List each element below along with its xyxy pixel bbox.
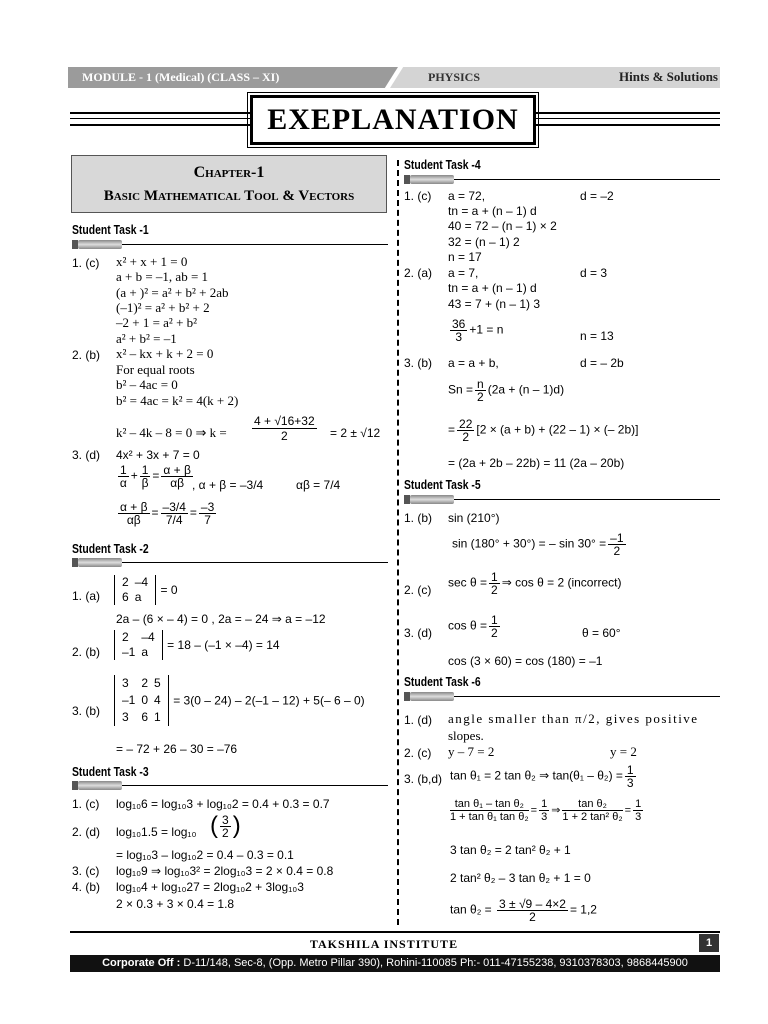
- module-label: MODULE - 1 (Medical) (CLASS – XI): [82, 70, 280, 84]
- equation: = $\frac{22}{2}$ [2 × (a + b) + (22 – 1) × (– 2b)]: [448, 417, 639, 444]
- equation: tan θ₂ = $\frac{3 \pm √9 - 4\times 2}{2}$ = 1,2: [450, 897, 597, 924]
- determinant: 3 2 5 –1 0 4 3 6 1 = 3(0 – 24) – 2(–1 – 12) + 5(– 6 – 0): [114, 675, 365, 726]
- denominator: 2: [280, 429, 288, 443]
- task-heading-2: Student Task -2: [72, 541, 149, 556]
- solution-line: tn = a + (n – 1) d: [448, 281, 537, 295]
- pencil-icon: [410, 692, 454, 701]
- page-title-text: EXEPLANATION: [267, 103, 519, 136]
- solution-line: a² + b² = –1: [116, 331, 177, 346]
- answer-label: 3. (d): [404, 626, 433, 640]
- numerator: 4 + √16+32: [254, 414, 315, 428]
- equation: $\frac{36}{3}$ +1 = n: [452, 317, 504, 344]
- answer-label: 3. (b,d): [404, 772, 443, 786]
- fraction: ( $\frac{3}{2}$ ): [210, 812, 241, 840]
- task-rule: [454, 696, 720, 697]
- solution-line: tn = a + (n – 1) d: [448, 204, 537, 218]
- solution-line: 2 tan² θ₂ – 3 tan θ₂ + 1 = 0: [450, 871, 591, 885]
- task-rule: [122, 785, 388, 786]
- determinant: 2 –4 6 a = 0: [114, 575, 178, 605]
- determinant: 2 –4 –1 a = 18 – (–1 × –4) = 14: [114, 630, 280, 660]
- answer-label: 1. (c): [404, 189, 432, 203]
- solution-line: θ = 60°: [582, 626, 621, 640]
- task-heading-1: Student Task -1: [72, 222, 149, 237]
- solution-line: a + b = –1, ab = 1: [116, 269, 209, 284]
- solution-line: b² = 4ac = k² = 4(k + 2): [116, 393, 239, 408]
- solution-line: = 0: [160, 583, 178, 598]
- task-heading-3: Student Task -3: [72, 764, 149, 779]
- title-rule-left-2: [70, 118, 250, 119]
- pencil-icon: [78, 558, 122, 567]
- equation: $\frac{\alpha + \beta}{\alpha\beta}$ = $\frac{-3/4}{7/4}$ = $\frac{-3}{7}$: [120, 500, 215, 527]
- solution-line: tan θ₁ = 2 tan θ₂ ⇒ tan(θ₁ – θ₂) =: [450, 768, 623, 783]
- title-rule-left-3: [70, 124, 250, 126]
- task-heading-5: Student Task -5: [404, 477, 481, 492]
- answer-label: 2. (a): [404, 266, 433, 280]
- task-heading-6: Student Task -6: [404, 674, 481, 689]
- solution-line: (–1)² = a² + b² + 2: [116, 300, 210, 315]
- solution-line: 3 tan θ₂ = 2 tan² θ₂ + 1: [450, 843, 571, 857]
- solution-line: sin (180° + 30°) = – sin 30° =: [452, 536, 607, 551]
- chapter-number: Chapter-1: [193, 164, 265, 181]
- title-rule-left: [70, 112, 250, 114]
- equation: $\frac{1}{\alpha}$ + $\frac{1}{\beta}$ = $\frac{\alpha + \beta}{\alpha\beta}$: [119, 463, 191, 490]
- page-title: [250, 95, 536, 145]
- subject-label: PHYSICS: [428, 70, 481, 84]
- solution-line: = (2a + 2b – 22b) = 11 (2a – 20b): [448, 456, 625, 470]
- corporate-label: Corporate Off :: [102, 957, 181, 969]
- answer-label: 2. (b): [72, 645, 101, 659]
- equals: =: [151, 505, 159, 520]
- solution-line: a = 72,: [448, 189, 486, 203]
- answer-label: 2. (c): [404, 746, 432, 760]
- solution-line: sin (210°): [448, 511, 500, 525]
- answer-label: 4. (b): [72, 880, 101, 894]
- solution-line: 43 = 7 + (n – 1) 3: [448, 297, 541, 311]
- solution-line: (a + )² = a² + b² + 2ab: [116, 285, 229, 300]
- answer-label: 1. (a): [72, 589, 101, 603]
- solution-line: log₁₀4 + log₁₀27 = 2log₁₀2 + 3log₁₀3: [116, 880, 304, 894]
- solution-line: a = a + b,: [448, 356, 499, 370]
- corporate-bar: [70, 955, 720, 972]
- task-rule: [122, 244, 388, 245]
- solution-line: n = 17: [448, 250, 482, 264]
- equation: cos θ = $\frac{1}{2}$: [448, 613, 498, 640]
- numerator: –3: [200, 500, 215, 514]
- equation: $\frac{\text{tan θ₁ – tan θ₂}}{\text{1 + tan θ₁ tan θ₂}}$ = $\frac{1}{3}$ ⇒ $\frac{\text{tan θ₂}}{\text{1 + 2 tan² θ₂}}$ = $\frac{1}{3}$: [450, 798, 642, 823]
- answer-label: 2. (c): [404, 583, 432, 597]
- solution-line: a = 7,: [448, 266, 479, 280]
- column-divider: [397, 160, 399, 925]
- solution-line: , α + β = –3/4: [192, 478, 264, 492]
- answer-label: 1. (c): [72, 797, 100, 811]
- solution-line: b² – 4ac = 0: [116, 377, 178, 392]
- solution-line: For equal roots: [116, 362, 195, 377]
- solution-line: 4x² + 3x + 7 = 0: [116, 448, 200, 462]
- numerator: 3 ± √9 – 4×2: [499, 897, 566, 911]
- solution-line: tan θ₂ =: [450, 902, 492, 917]
- solution-line: y = 2: [610, 744, 637, 759]
- answer-label: 3. (b): [72, 704, 101, 718]
- corporate-address: D-11/148, Sec-8, (Opp. Metro Pillar 390), Rohini-110085 Ph:- 011-47155238, 9310378303, 9868445900: [183, 957, 688, 969]
- pencil-icon: [410, 495, 454, 504]
- title-rule-right-3: [536, 124, 720, 126]
- fraction: [252, 414, 317, 443]
- solution-line: [2 × (a + b) + (22 – 1) × (– 2b)]: [476, 422, 639, 437]
- answer-label: 3. (b): [404, 356, 433, 370]
- task-rule: [454, 179, 720, 180]
- denominator: 7: [204, 513, 211, 527]
- solution-line: 32 = (n – 1) 2: [448, 235, 520, 249]
- solution-line: = – 72 + 26 – 30 = –76: [116, 742, 238, 756]
- equation: Sn = $\frac{n}{2}$ (2a + (n – 1)d): [448, 377, 565, 404]
- solution-line: angle smaller than π/2, gives positive: [448, 711, 699, 726]
- solution-line: log₁₀9 ⇒ log₁₀3² = 2log₁₀3 = 2 × 0.4 = 0.8: [116, 864, 334, 878]
- solution-line: αβ = 7/4: [296, 478, 341, 492]
- answer-label: 2. (b): [72, 348, 101, 362]
- chapter-name: Basic Mathematical Tool & Vectors: [103, 188, 355, 204]
- answer-label: 1. (c): [72, 256, 100, 270]
- answer-label: 2. (d): [72, 825, 101, 839]
- numerator: –3/4: [162, 500, 186, 514]
- institute-name: TAKSHILA INSTITUTE: [309, 937, 459, 951]
- solution-line: 2a – (6 × – 4) = 0 , 2a = – 24 ⇒ a = –12: [116, 612, 326, 626]
- solution-line: Sn =: [448, 382, 474, 397]
- equation: sec θ = $\frac{1}{2}$ ⇒ cos θ = 2 (incorrect): [448, 570, 622, 597]
- solution-line: +1 = n: [469, 322, 504, 337]
- solution-line: d = –2: [580, 189, 614, 203]
- solution-line: = log₁₀3 – log₁₀2 = 0.4 – 0.3 = 0.1: [116, 848, 294, 862]
- solution-line: = 1,2: [569, 902, 597, 917]
- solution-line: cos (3 × 60) = cos (180) = –1: [448, 654, 603, 668]
- section-label: Hints & Solutions: [619, 69, 718, 84]
- solution-line: n = 13: [580, 329, 614, 343]
- page-number: 1: [699, 934, 719, 952]
- solution-line: slopes.: [448, 728, 484, 743]
- answer-label: 1. (b): [404, 511, 433, 525]
- answer-label: 3. (d): [72, 448, 101, 462]
- task-rule: [122, 562, 388, 563]
- page-header: [68, 67, 720, 88]
- solution-line: y – 7 = 2: [448, 744, 495, 759]
- solution-line: sec θ =: [448, 575, 488, 590]
- solution-line: log₁₀1.5 = log₁₀: [116, 825, 197, 839]
- pencil-icon: [78, 240, 122, 249]
- solution-line: 2 × 0.3 + 3 × 0.4 = 1.8: [116, 897, 235, 911]
- solution-line: –2 + 1 = a² + b²: [116, 315, 198, 330]
- solution-line: 40 = 72 – (n – 1) × 2: [448, 219, 557, 233]
- equation: tan θ₁ = 2 tan θ₂ ⇒ tan(θ₁ – θ₂) = $\frac{1}{3}$: [450, 763, 634, 790]
- task-rule: [454, 499, 720, 500]
- solution-line: x² + x + 1 = 0: [116, 254, 188, 269]
- answer-label: 1. (d): [404, 713, 433, 727]
- pencil-icon: [410, 175, 454, 184]
- solution-line: = 18 – (–1 × –4) = 14: [167, 638, 280, 653]
- solution-line: (2a + (n – 1)d): [487, 382, 565, 397]
- pencil-icon: [78, 781, 122, 790]
- solution-line: cos θ =: [448, 618, 488, 633]
- title-rule-right-2: [536, 118, 720, 119]
- solution-line: = 2 ± √12: [330, 426, 381, 440]
- task-heading-4: Student Task -4: [404, 157, 481, 172]
- chapter-box: [71, 155, 387, 213]
- solution-line: d = – 2b: [580, 356, 624, 370]
- title-rule-right: [536, 112, 720, 114]
- solution-line: log₁₀6 = log₁₀3 + log₁₀2 = 0.4 + 0.3 = 0.7: [116, 797, 330, 811]
- solution-line: ⇒ cos θ = 2 (incorrect): [501, 575, 622, 590]
- footer-rule: [70, 931, 720, 933]
- solution-line: = 3(0 – 24) – 2(–1 – 12) + 5(– 6 – 0): [173, 693, 365, 708]
- answer-label: 3. (c): [72, 864, 100, 878]
- solution-line: k² – 4k – 8 = 0 ⇒ k =: [116, 425, 227, 440]
- solution-line: x² – kx + k + 2 = 0: [116, 346, 214, 361]
- solution-line: d = 3: [580, 266, 608, 280]
- equation: sin (180° + 30°) = – sin 30° = $\frac{-1}{2}$: [452, 531, 624, 558]
- denominator: 7/4: [165, 513, 183, 527]
